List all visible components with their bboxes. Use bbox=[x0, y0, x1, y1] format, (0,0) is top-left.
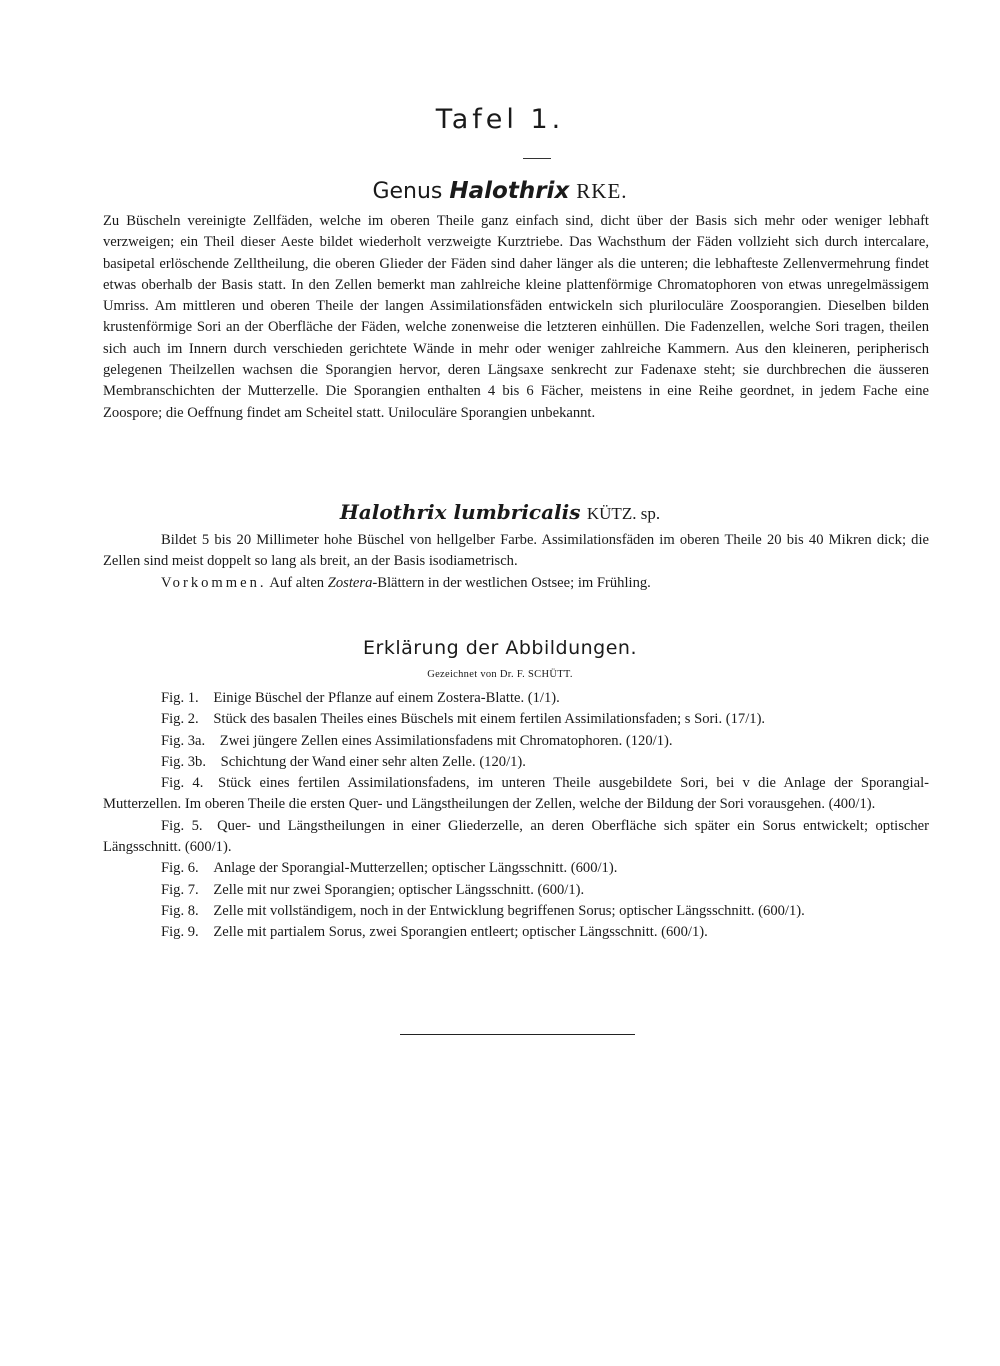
figure-entry bbox=[103, 816, 929, 859]
figure-label: Fig. 3b. bbox=[161, 753, 207, 770]
figure-label: Fig. 2. bbox=[161, 711, 199, 728]
figure-label: Fig. 8. bbox=[161, 902, 199, 919]
figure-label: Fig. 4. bbox=[161, 775, 204, 792]
figure-label: Fig. 3a. bbox=[161, 732, 206, 749]
drawn-by-credit: Gezeichnet von Dr. F. SCHÜTT. bbox=[427, 669, 573, 680]
occurrence-label: Vorkommen. bbox=[161, 574, 267, 591]
figure-caption: Stück des basalen Theiles eines Büschels mit einem fertilen Assimilationsfaden; s Sori. (17/1). bbox=[213, 711, 766, 728]
genus-description: Zu Büscheln vereinigte Zellfäden, welche im oberen Theile ganz einfach sind, dicht über der Basis sich mehr oder weniger lebhaft verzweigen; ein Theil dieser Aeste bildet wiederholt verzweigte Kurztriebe. Das Wachsthum der Fäden vollzieht sich durch intercalare, basipetal erlöschende Zelltheilung, die oberen Glieder der Fäden sind daher länger als die unteren; die lebhafteste Zellenvermehrung findet etwas oberhalb der Basis statt. In den Zellen bemerkt man zahlreiche kleine plattenförmige Chromatophoren von etwas unregelmässigem Umriss. Am mittleren und oberen Theile der langen Assimilationsfäden entwickeln sich pluriloculäre Zoosporangien. Dieselben bilden krustenförmige Sori an der Oberfläche der Fäden, welche zonenweise die letzteren einhüllen. Die Fadenzellen, welche Sori tragen, theilen sich auch im Innern durch verschieden gerichtete Wände in mehr oder weniger zahlreiche Kammern. Aus den kleineren, peripherisch gelegenen Theilzellen wachsen die Sporangien hervor, deren Längsaxe senkrecht zur Fadenaxe steht; sie durchbrechen die äusseren Membranschichten der Mutterzelle. Die Sporangien enthalten 4 bis 6 Fächer, meistens in eine Reihe geordnet, in jedem Fache eine Zoospore; die Oeffnung findet am Scheitel statt. Uniloculäre Sporangien unbekannt. bbox=[103, 213, 929, 421]
figure-entry bbox=[103, 731, 929, 752]
genus-heading bbox=[0, 178, 1000, 204]
species-description: Bildet 5 bis 20 Millimeter hohe Büschel von hellgelber Farbe. Assimilationsfäden im oberen Theile 20 bis 40 Mikren dick; die Zellen sind meist doppelt so lang als breit, an der Basis isodiametrisch. bbox=[103, 532, 929, 570]
plate-title: Tafel 1. bbox=[435, 104, 565, 135]
figure-entry bbox=[103, 773, 929, 816]
figure-label: Fig. 1. bbox=[161, 690, 199, 706]
genus-prefix: Genus bbox=[372, 179, 443, 204]
figure-caption: Zelle mit partialem Sorus, zwei Sporangien entleert; optischer Längsschnitt. (600/1). bbox=[213, 924, 708, 941]
genus-author: RKE. bbox=[576, 179, 628, 203]
figure-label: Fig. 6. bbox=[161, 860, 199, 877]
species-section bbox=[103, 530, 929, 594]
species-name: Halothrix lumbricalis bbox=[339, 500, 581, 524]
occurrence-post: -Blättern in der westlichen Ostsee; im Frühling. bbox=[372, 574, 651, 591]
species-author: KÜTZ. sp. bbox=[586, 504, 661, 523]
explanation-title: Erklärung der Abbildungen. bbox=[363, 637, 637, 659]
figure-caption: Zelle mit nur zwei Sporangien; optischer Längsschnitt. (600/1). bbox=[213, 881, 585, 898]
occurrence-pre: Auf alten bbox=[269, 574, 325, 591]
figure-entry bbox=[103, 858, 929, 879]
species-heading bbox=[0, 500, 1000, 524]
figure-caption: Zwei jüngere Zellen eines Assimilationsfadens mit Chromatophoren. (120/1). bbox=[219, 732, 673, 749]
figure-label: Fig. 9. bbox=[161, 924, 199, 941]
title-divider bbox=[523, 158, 551, 159]
figure-caption: Stück eines fertilen Assimilationsfadens, im unteren Theile ausgebildete Sori, bei v die Anlage der Sporangial-Mutterzellen. Im oberen Theile die ersten Quer- und Längstheilungen der Zellen, welche der Bildung der Sori vorausgehen. (400/1). bbox=[103, 775, 929, 813]
figure-entry bbox=[103, 922, 929, 943]
figure-caption: Anlage der Sporangial-Mutterzellen; optischer Längsschnitt. (600/1). bbox=[213, 860, 618, 877]
figure-caption: Quer- und Längstheilungen in einer Gliederzelle, an deren Oberfläche sich später ein Sorus entwickelt; optischer Längsschnitt. (600/1). bbox=[103, 817, 929, 856]
figure-entry bbox=[103, 901, 929, 922]
occurrence-genus: Zostera bbox=[327, 574, 373, 591]
species-occurrence bbox=[103, 573, 929, 594]
figure-entry bbox=[103, 752, 929, 773]
figure-entry bbox=[103, 880, 929, 901]
figure-caption: Zelle mit vollständigem, noch in der Entwicklung begriffenen Sorus; optischer Längsschnitt. (600/1). bbox=[213, 902, 805, 919]
figure-list bbox=[103, 688, 929, 944]
genus-name: Halothrix bbox=[449, 178, 570, 204]
bottom-divider bbox=[400, 1034, 635, 1035]
figure-label: Fig. 5. bbox=[161, 817, 203, 834]
figure-entry bbox=[103, 688, 929, 709]
figure-label: Fig. 7. bbox=[161, 881, 199, 898]
figure-caption: Einige Büschel der Pflanze auf einem Zostera-Blatte. (1/1). bbox=[213, 690, 560, 706]
figure-caption: Schichtung der Wand einer sehr alten Zelle. (120/1). bbox=[220, 753, 526, 770]
figure-entry bbox=[103, 709, 929, 730]
